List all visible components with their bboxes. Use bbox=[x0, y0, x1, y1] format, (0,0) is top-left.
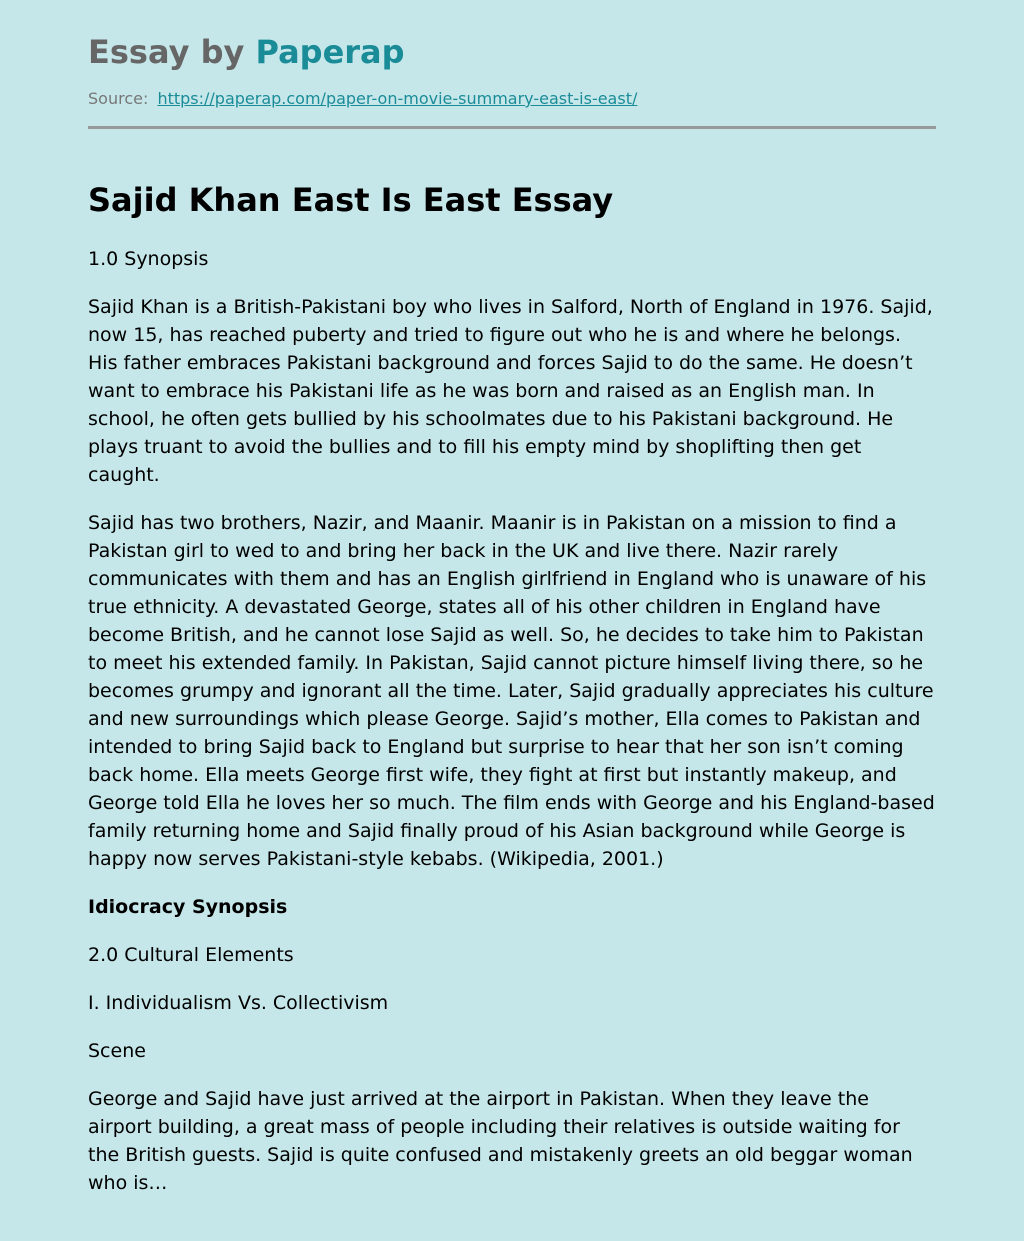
paragraph-scene: George and Sajid have just arrived at the airport in Pakistan. When they leave the airport building, a great mass of people including their relatives is outside waiting for the British guests. Sajid is quite confused and mistakenly greets an old beggar woman who is… bbox=[88, 1088, 913, 1194]
page-title: Sajid Khan East Is East Essay bbox=[88, 181, 614, 219]
header-divider bbox=[88, 126, 936, 129]
related-essay-link[interactable]: Idiocracy Synopsis bbox=[88, 896, 288, 918]
source-label: Source: bbox=[88, 89, 149, 108]
source-line bbox=[88, 88, 936, 110]
paragraph-family: Sajid has two brothers, Nazir, and Maanir. Maanir is in Pakistan on a mission to find a Pakistan girl to wed to and bring her back in the UK and live there. Nazir rarely communicates with them and has an English girlfriend in England who is unaware of his true ethnicity. A devastated George, states all of his other children in England have become British, and he cannot lose Sajid as well. So, he decides to take him to Pakistan to meet his extended family. In Pakistan, Sajid cannot picture himself living there, so he becomes grumpy and ignorant all the time. Later, Sajid gradually appreciates his culture and new surroundings which please George. Sajid’s mother, Ella comes to Pakistan and intended to bring Sajid back to England but surprise to hear that her son isn’t coming back home. Ella meets George first wife, they fight at first but instantly makeup, and George told Ella he loves her so much. The film ends with George and his England-based family returning home and Sajid finally proud of his Asian background while George is happy now serves Pakistani-style kebabs. (Wikipedia, 2001.) bbox=[88, 512, 935, 870]
source-link[interactable]: https://paperap.com/paper-on-movie-summary-east-is-east/ bbox=[157, 89, 638, 108]
brand-name: Paperap bbox=[255, 33, 405, 71]
site-brand[interactable] bbox=[88, 30, 936, 74]
section-heading-cultural: 2.0 Cultural Elements bbox=[88, 944, 294, 966]
subsection-heading: I. Individualism Vs. Collectivism bbox=[88, 992, 389, 1014]
article-body bbox=[88, 245, 936, 1197]
brand-prefix: Essay by bbox=[88, 33, 245, 71]
paragraph-intro: Sajid Khan is a British-Pakistani boy who lives in Salford, North of England in 1976. Sajid, now 15, has reached puberty and tried to figure out who he is and where he belongs. His father embraces Pakistani background and forces Sajid to do the same. He doesn’t want to embrace his Pakistani life as he was born and raised as an English man. In school, he often gets bullied by his schoolmates due to his Pakistani background. He plays truant to avoid the bullies and to fill his empty mind by shoplifting then get caught. bbox=[88, 296, 933, 486]
scene-label: Scene bbox=[88, 1040, 146, 1062]
section-heading-synopsis: 1.0 Synopsis bbox=[88, 248, 209, 270]
